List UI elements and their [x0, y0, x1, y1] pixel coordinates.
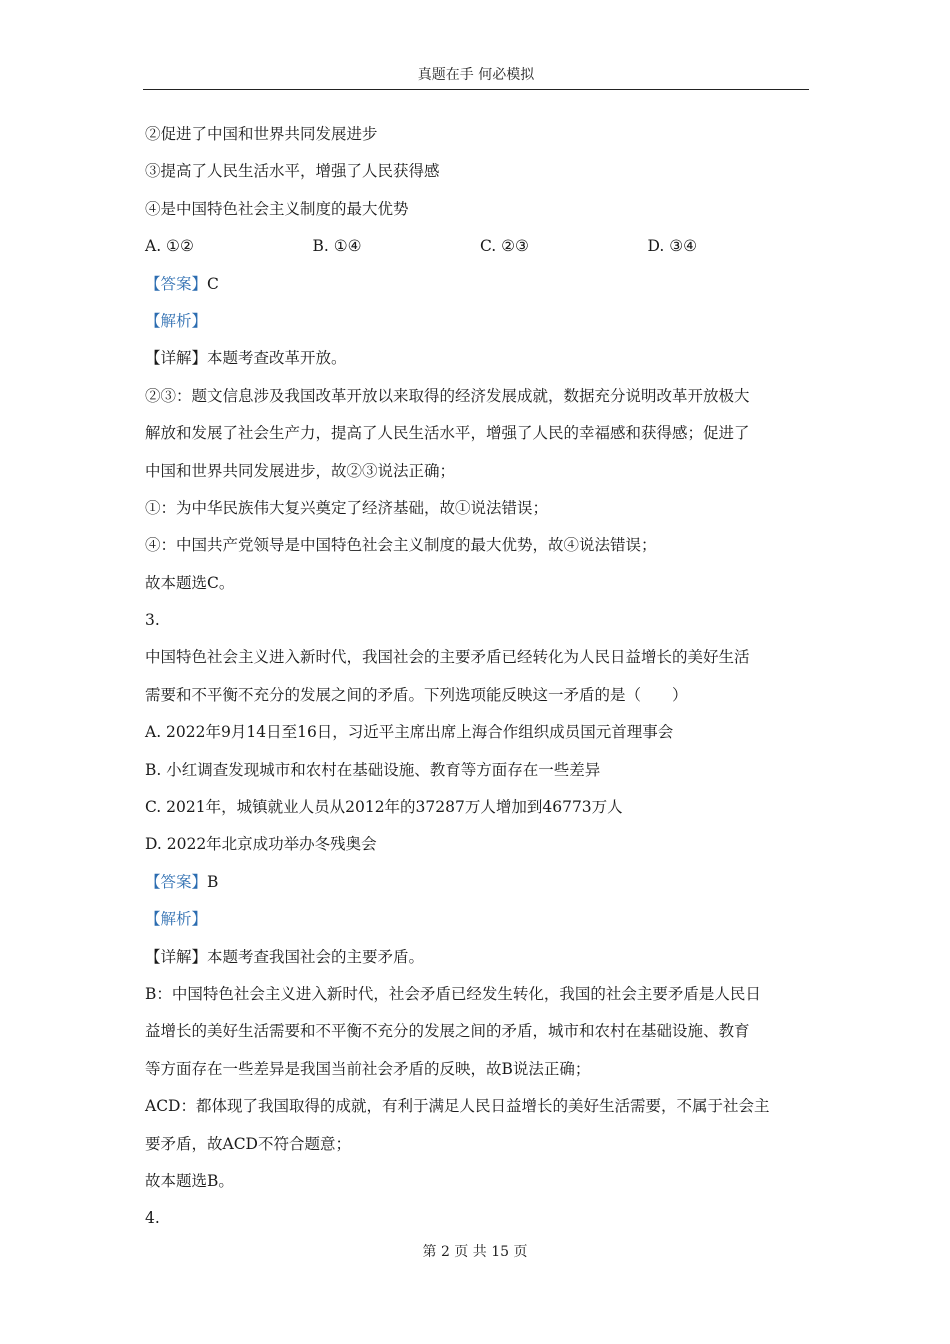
detail-text: 本题考查改革开放。 [207, 349, 347, 368]
header-divider [143, 89, 809, 90]
explanation-line: ④：中国共产党领导是中国特色社会主义制度的最大优势，故④说法错误； [145, 536, 657, 555]
detail-line [145, 939, 815, 976]
detail-tag: 【详解】 [145, 947, 208, 966]
explanation-line: 故本题选B。 [145, 1171, 234, 1190]
detail-tag: 【详解】 [145, 349, 208, 368]
answer-line [145, 266, 815, 303]
explanation-line: 解放和发展了社会生产力，提高了人民生活水平，增强了人民的幸福感和获得感；促进了 [145, 424, 750, 443]
option-c: C. ②③ [480, 237, 529, 256]
detail-line [145, 340, 815, 377]
answer-value: B [207, 872, 219, 891]
explanation-line: ACD：都体现了我国取得的成就，有利于满足人民日益增长的美好生活需要，不属于社会主 [145, 1097, 770, 1116]
option-c: C. 2021年，城镇就业人员从2012年的37287万人增加到46773万人 [145, 798, 623, 817]
question-number: 4. [145, 1209, 160, 1228]
explanation-line: ①：为中华民族伟大复兴奠定了经济基础，故①说法错误； [145, 498, 549, 517]
question-stem: 中国特色社会主义进入新时代，我国社会的主要矛盾已经转化为人民日益增长的美好生活 [145, 648, 750, 667]
statement: ③提高了人民生活水平，增强了人民获得感 [145, 162, 440, 181]
analysis-line [145, 901, 815, 938]
option-d: D. 2022年北京成功举办冬残奥会 [145, 835, 377, 854]
detail-text: 本题考查我国社会的主要矛盾。 [207, 947, 425, 966]
option-a: A. 2022年9月14日至16日，习近平主席出席上海合作组织成员国元首理事会 [145, 723, 674, 742]
document-body [145, 116, 815, 1238]
answer-value: C [207, 274, 219, 293]
explanation-line: B：中国特色社会主义进入新时代，社会矛盾已经发生转化，我国的社会主要矛盾是人民日 [145, 984, 761, 1003]
statement: ②促进了中国和世界共同发展进步 [145, 125, 378, 143]
analysis-tag: 【解析】 [145, 311, 208, 330]
explanation-line: 故本题选C。 [145, 573, 235, 592]
option-a: A. ①② [145, 237, 194, 256]
analysis-tag: 【解析】 [145, 910, 208, 929]
question-stem: 需要和不平衡不充分的发展之间的矛盾。下列选项能反映这一矛盾的是（ ） [145, 685, 688, 704]
explanation-line: 要矛盾，故ACD不符合题意； [145, 1134, 351, 1153]
explanation-line: ②③：题文信息涉及我国改革开放以来取得的经济发展成就，数据充分说明改革开放极大 [145, 386, 750, 405]
page-footer: 第 2 页 共 15 页 [422, 1244, 528, 1260]
option-b: B. 小红调查发现城市和农村在基础设施、教育等方面存在一些差异 [145, 760, 601, 779]
question-number: 3. [145, 611, 160, 630]
explanation-line: 中国和世界共同发展进步，故②③说法正确； [145, 461, 456, 480]
options-row [145, 228, 815, 265]
explanation-line: 益增长的美好生活需要和不平衡不充分的发展之间的矛盾，城市和农村在基础设施、教育 [145, 1022, 750, 1041]
statement: ④是中国特色社会主义制度的最大优势 [145, 199, 409, 218]
answer-tag: 【答案】 [145, 274, 208, 293]
analysis-line [145, 303, 815, 340]
answer-tag: 【答案】 [145, 872, 208, 891]
answer-line [145, 864, 815, 901]
explanation-line: 等方面存在一些差异是我国当前社会矛盾的反映，故B说法正确； [145, 1059, 591, 1078]
page-header: 真题在手 何必模拟 [417, 67, 535, 83]
option-b: B. ①④ [312, 237, 362, 256]
option-d: D. ③④ [647, 237, 698, 256]
